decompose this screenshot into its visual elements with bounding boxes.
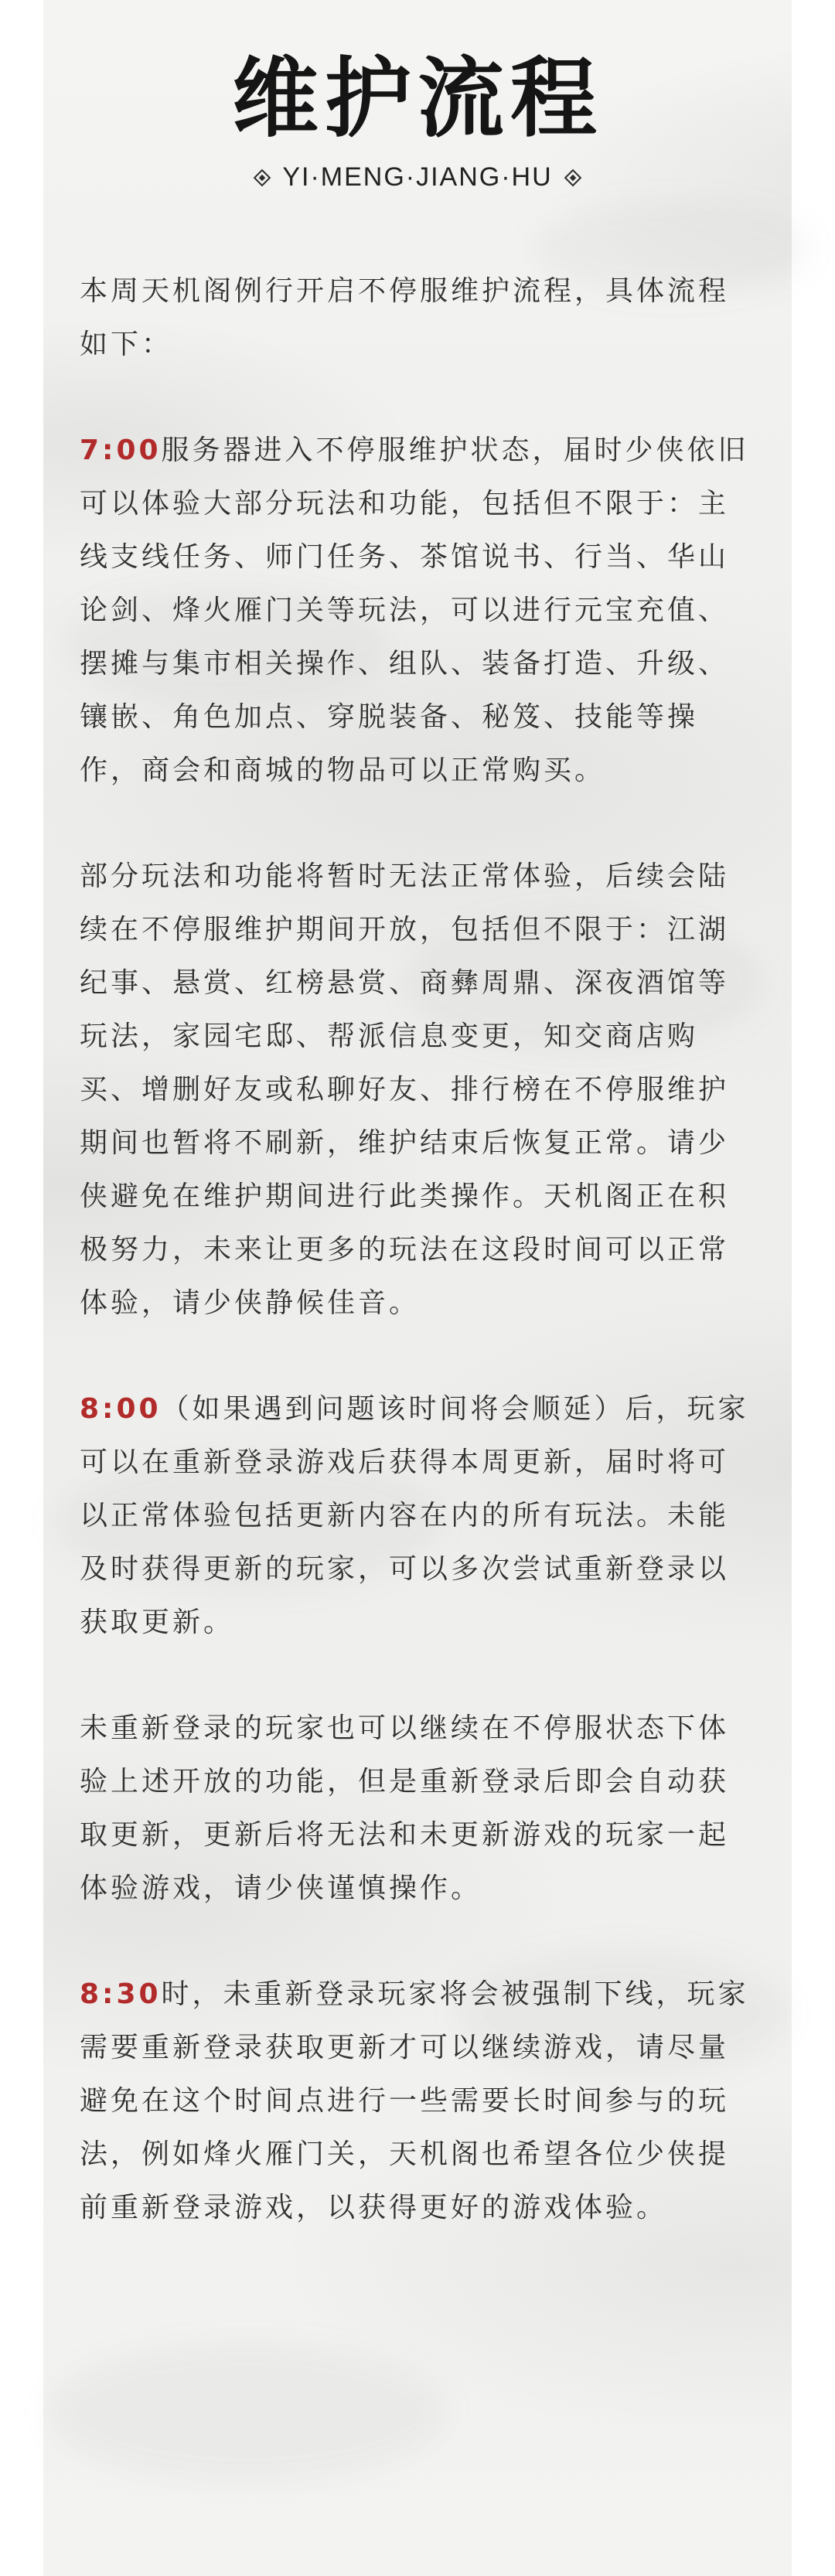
nonupdated-players-text: 未重新登录的玩家也可以继续在不停服状态下体验上述开放的功能，但是重新登录后即会自动获取更新，更新后将无法和未更新游戏的玩家一起体验游戏，请少侠谨慎操作。 [80,1712,730,1904]
temporary-limits-paragraph [80,850,754,1330]
paragraph-gap [80,1649,754,1702]
paragraph-gap [80,1915,754,1968]
ink-mist [46,2343,448,2482]
subtitle-row [0,162,835,193]
intro-text: 本周天机阁例行开启不停服维护流程，具体流程如下： [80,275,730,360]
right-margin [792,0,835,2576]
page-title: 维护流程 [232,48,603,149]
paragraph-gap [80,371,754,424]
left-margin [0,0,43,2576]
seven-oclock-text: 服务器进入不停服维护状态，届时少侠依旧可以体验大部分玩法和功能，包括但不限于：主线支线任务、师门任务、茶馆说书、行当、华山论剑、烽火雁门关等玩法，可以进行元宝充值、摆摊与集市相关操作、组队、装备打造、升级、镶嵌、角色加点、穿脱装备、秘笈、技能等操作，商会和商城的物品可以正常购买。 [80,434,749,786]
time-label-830: 8:30 [80,1978,162,2010]
eight-oclock-text: （如果遇到问题该时间将会顺延）后，玩家可以在重新登录游戏后获得本周更新，届时将可以正常体验包括更新内容在内的所有玩法。未能及时获得更新的玩家，可以多次尝试重新登录以获取更新。 [80,1393,749,1638]
diamond-icon [254,169,271,186]
seven-oclock-paragraph [80,424,754,797]
announcement-content [80,264,754,2234]
nonupdated-players-paragraph [80,1702,754,1915]
diamond-icon [564,169,581,186]
page-subtitle: YI·MENG·JIANG·HU [282,162,553,192]
temporary-limits-text: 部分玩法和功能将暂时无法正常体验，后续会陆续在不停服维护期间开放，包括但不限于：江湖纪事、悬赏、红榜悬赏、商彝周鼎、深夜酒馆等玩法，家园宅邸、帮派信息变更，知交商店购买、增删好友或私聊好友、排行榜在不停服维护期间也暂将不刷新，维护结束后恢复正常。请少侠避免在维护期间进行此类操作。天机阁正在积极努力，未来让更多的玩法在这段时间可以正常体验，请少侠静候佳音。 [80,860,730,1319]
eight-thirty-text: 时，未重新登录玩家将会被强制下线，玩家需要重新登录获取更新才可以继续游戏，请尽量避免在这个时间点进行一些需要长时间参与的玩法，例如烽火雁门关，天机阁也希望各位少侠提前重新登录游戏，以获得更好的游戏体验。 [80,1978,749,2223]
time-label-8: 8:00 [80,1393,162,1425]
eight-oclock-paragraph [80,1382,754,1649]
intro-paragraph [80,264,754,371]
paragraph-gap [80,1330,754,1382]
eight-thirty-paragraph [80,1968,754,2234]
page-header [0,48,835,193]
paragraph-gap [80,797,754,850]
time-label-7: 7:00 [80,434,162,466]
